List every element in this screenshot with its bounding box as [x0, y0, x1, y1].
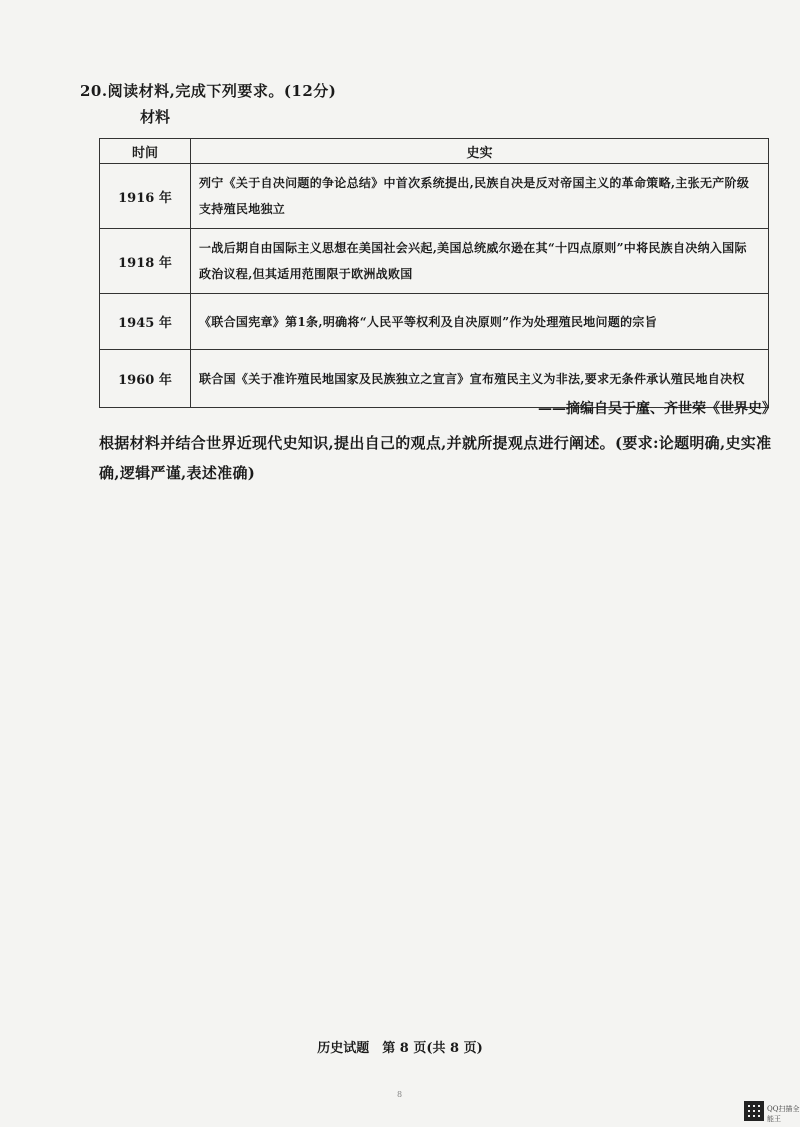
- page-number-mark: 8: [397, 1090, 403, 1099]
- page-footer: 历史试题 第 8 页(共 8 页): [317, 1041, 483, 1056]
- table-cell-year: 1916 年: [100, 164, 191, 229]
- table-cell-fact: 列宁《关于自决问题的争论总结》中首次系统提出,民族自决是反对帝国主义的革命策略,主张无产阶级支持殖民地独立: [191, 164, 769, 229]
- column-header-time: 时间: [100, 139, 191, 164]
- table-row: [100, 164, 769, 229]
- scanner-watermark: QQ扫描全能王: [767, 1105, 800, 1123]
- table-row: [100, 229, 769, 294]
- qr-code-icon: [744, 1101, 764, 1121]
- table-cell-year: 1918 年: [100, 229, 191, 294]
- table-cell-year: 1960 年: [100, 350, 191, 408]
- table-row: [100, 294, 769, 350]
- table-cell-fact: 一战后期自由国际主义思想在美国社会兴起,美国总统威尔逊在其“十四点原则”中将民族自决纳入国际政治议程,但其适用范围限于欧洲战败国: [191, 229, 769, 294]
- material-table: [99, 138, 769, 408]
- question-prompt: 根据材料并结合世界近现代史知识,提出自己的观点,并就所提观点进行阐述。(要求:论题明确,史实准确,逻辑严谨,表述准确): [99, 434, 772, 482]
- question-header: 20.阅读材料,完成下列要求。(12分): [80, 82, 337, 100]
- column-header-facts: 史实: [191, 139, 769, 164]
- table-cell-fact: 联合国《关于准许殖民地国家及民族独立之宣言》宣布殖民主义为非法,要求无条件承认殖民地自决权: [191, 350, 769, 408]
- table-cell-fact: 《联合国宪章》第1条,明确将“人民平等权利及自决原则”作为处理殖民地问题的宗旨: [191, 294, 769, 350]
- material-label: 材料: [140, 108, 171, 126]
- source-citation: ——摘编自吴于廑、齐世荣《世界史》: [538, 401, 776, 417]
- table-header-row: [100, 139, 769, 164]
- table-cell-year: 1945 年: [100, 294, 191, 350]
